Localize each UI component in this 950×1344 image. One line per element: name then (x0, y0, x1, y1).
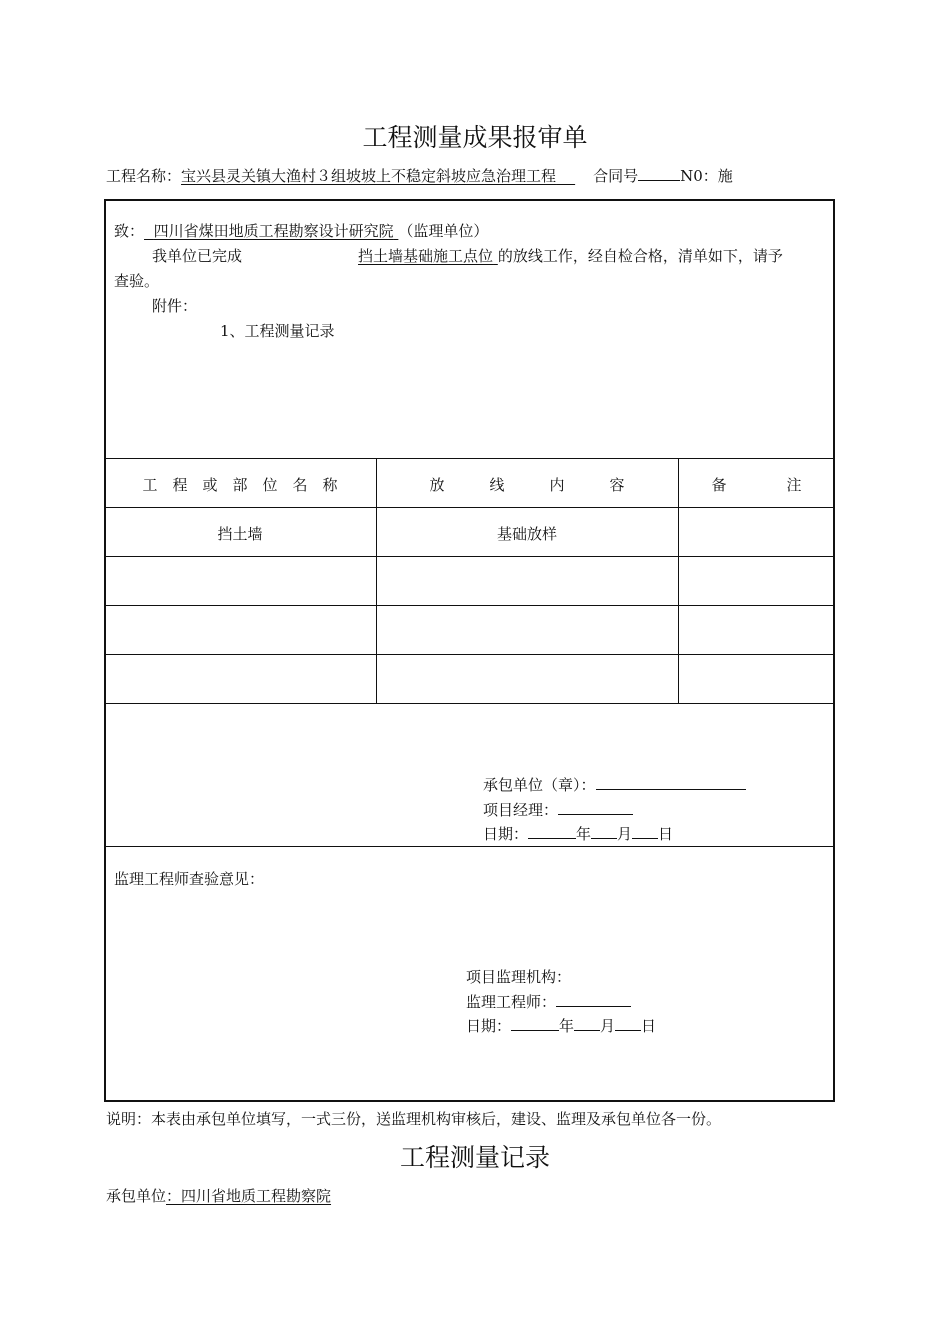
record-contractor-name: ：四川省地质工程勘察院 (166, 1187, 332, 1205)
col-header-remark: 备 注 (711, 476, 802, 494)
footnote: 说明：本表由承包单位填写，一式三份，送监理机构审核后，建设、监理及承包单位各一份。 (106, 1110, 722, 1128)
col-header-content: 放 线 内 容 (429, 476, 625, 494)
to-name: 四川省煤田地质工程勘察设计研究院 (153, 222, 394, 240)
contract-label: 合同号 (593, 167, 639, 185)
table-row-rule (104, 605, 835, 606)
manager-line (483, 799, 633, 820)
year-blank (511, 1016, 559, 1031)
month-blank (591, 824, 617, 839)
header-line (106, 165, 733, 186)
supervisor-opinion-label: 监理工程师查验意见： (114, 870, 265, 888)
section-rule (104, 846, 835, 847)
attachment-item: 1、工程测量记录 (220, 322, 335, 340)
body-cont: 查验。 (114, 272, 160, 290)
date-label: 日期： (483, 825, 529, 843)
day-label: 日 (658, 825, 674, 843)
to-role: （监理单位） (398, 222, 489, 240)
year-blank (528, 824, 576, 839)
project-name-pad (556, 167, 575, 185)
project-name: 宝兴县灵关镇大渔村３组坡坡上不稳定斜坡应急治理工程 (181, 167, 557, 185)
no-label: N0：施 (680, 167, 733, 185)
to-label: 致： (114, 222, 145, 240)
attachment-label: 附件： (152, 297, 198, 315)
year-label: 年 (559, 1017, 575, 1035)
manager-label: 项目经理： (483, 801, 559, 819)
day-label: 日 (641, 1017, 657, 1035)
contractor-unit-line (483, 774, 746, 795)
page-title: 工程测量成果报审单 (362, 123, 588, 152)
engineer-blank (556, 992, 631, 1007)
date-label: 日期： (466, 1017, 512, 1035)
table-row-rule (104, 654, 835, 655)
year-label: 年 (576, 825, 592, 843)
engineer-label: 监理工程师： (466, 993, 557, 1011)
table-cell: 挡土墙 (217, 525, 263, 543)
supervisor-engineer-line (466, 991, 631, 1012)
supervisor-date-line (466, 1015, 656, 1036)
manager-blank (558, 800, 633, 815)
body-suffix: 的放线工作，经自检合格，清单如下，请予 (497, 247, 783, 265)
record-contractor-line (106, 1185, 331, 1206)
table-row-rule (104, 556, 835, 557)
supervisor-org-label: 项目监理机构： (466, 968, 572, 986)
record-title: 工程测量记录 (399, 1143, 550, 1172)
contractor-date-line (483, 823, 673, 844)
project-label: 工程名称： (106, 167, 182, 185)
month-label: 月 (617, 825, 633, 843)
col-header-item: 工 程 或 部 位 名 称 (142, 476, 338, 494)
table-bottom-rule (104, 703, 835, 704)
month-label: 月 (600, 1017, 616, 1035)
contractor-unit-blank (596, 775, 746, 790)
table-top-rule (104, 458, 835, 459)
record-contractor-label: 承包单位 (106, 1187, 167, 1205)
day-blank (632, 824, 658, 839)
body-line (152, 245, 783, 266)
contract-number-blank (638, 166, 680, 181)
table-cell: 基础放样 (496, 525, 557, 543)
table-header-rule (104, 507, 835, 508)
month-blank (574, 1016, 600, 1031)
addressee-line (114, 220, 488, 241)
day-blank (615, 1016, 641, 1031)
contractor-unit-label: 承包单位（章）： (483, 776, 596, 794)
body-prefix: 我单位已完成 (152, 247, 243, 265)
body-item: 挡土墙基础施工点位 (358, 247, 494, 265)
